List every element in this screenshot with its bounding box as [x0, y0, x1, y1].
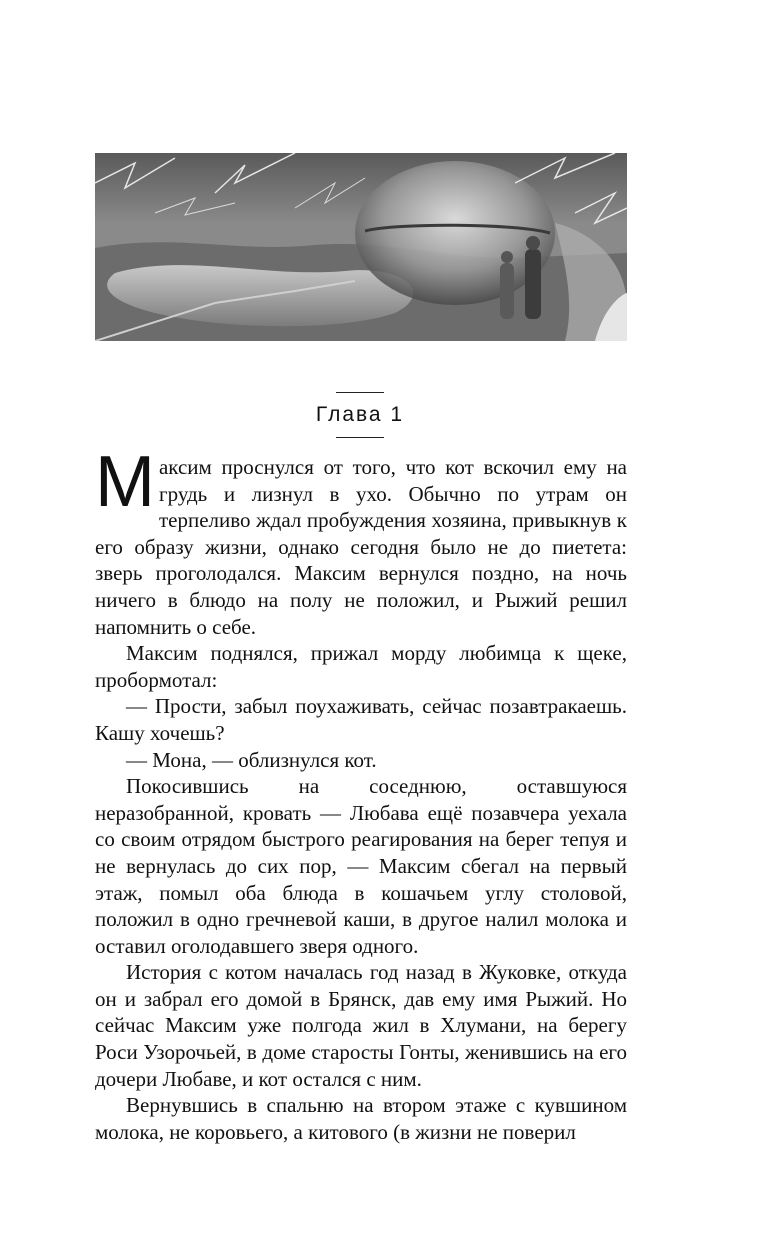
chapter-title: Глава 1 [315, 403, 405, 426]
chapter-body [95, 442, 627, 1145]
chapter-heading [300, 392, 420, 440]
chapter-rule-bottom [336, 437, 384, 438]
paragraph: Покосившись на соседнюю, оставшуюся неразобранной, кровать — Любава ещё позавчера уехала со своим отрядом быстрого реагирования на берег тепуя и не вернулась до сих пор, — Максим сбегал на первый этаж, помыл оба блюда в кошачьем углу столовой, положил в одно гречневой каши, в другое налил молока и оставил оголодавшего зверя одного. [95, 774, 627, 958]
paragraph: — Прости, забыл поухаживать, сейчас позавтракаешь. Кашу хочешь? [95, 694, 627, 745]
paragraph: Максим поднялся, прижал морду любимца к щеке, пробормотал: [95, 641, 627, 692]
paragraph [95, 442, 627, 640]
chapter-rule-top [336, 392, 384, 393]
paragraph: Вернувшись в спальню на втором этаже с кувшином молока, не коровьего, а китового (в жизни не поверил [95, 1093, 627, 1144]
paragraph-text: аксим проснулся от того, что кот вскочил ему на грудь и лизнул в ухо. Обычно по утрам он терпеливо ждал пробуждения хозяина, привыкнув к его образу жизни, однако сегодня было не до пиетета: зверь проголодался. Максим вернулся поздно, на ночь ничего в блюдо на полу не положил, и Рыжий решил напомнить о себе. [95, 455, 627, 639]
paragraph: — Мона, — облизнулся кот. [126, 747, 377, 772]
chapter-illustration [95, 153, 627, 341]
paragraph: История с котом началась год назад в Жуковке, откуда он и забрал его домой в Брянск, дав ему имя Рыжий. Но сейчас Максим уже полгода жил в Хлумани, на берегу Роси Узорочьей, в доме старосты Гонты, женившись на его дочери Любаве, и кот остался с ним. [95, 960, 627, 1091]
fantasy-landscape-illustration [95, 153, 627, 341]
drop-cap: М [95, 442, 155, 522]
